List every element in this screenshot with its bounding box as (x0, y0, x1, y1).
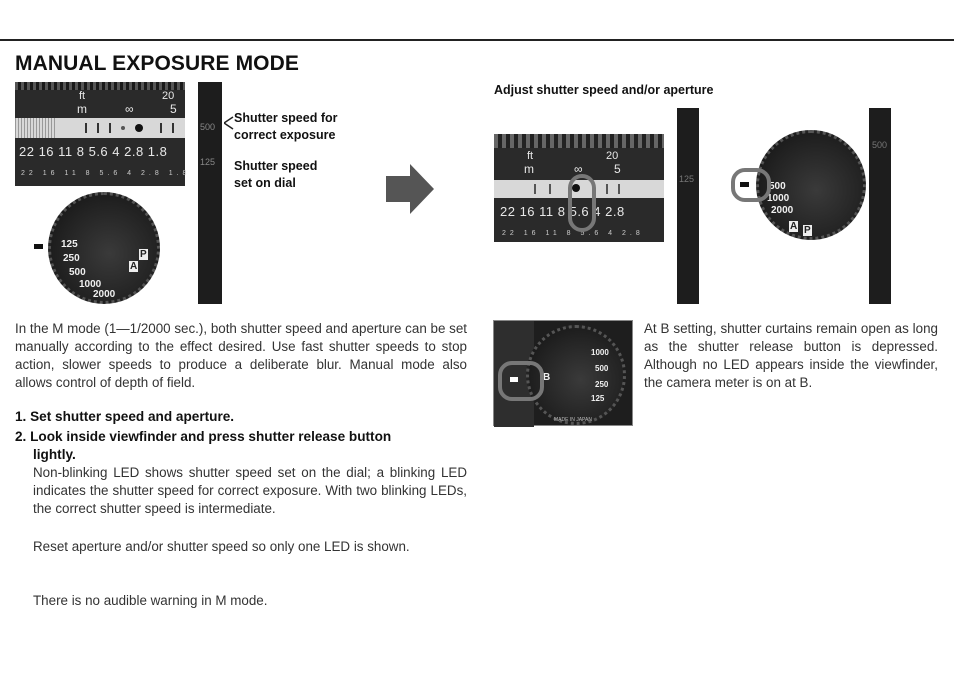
r-lens-5: 5 (614, 162, 621, 176)
left-lens-barrel (15, 82, 191, 186)
right-viewfinder-scale-2 (869, 108, 891, 304)
r-scale-500: 500 (872, 140, 888, 150)
b-index-mark (510, 377, 518, 382)
r-lens-m: m (524, 162, 534, 176)
right-viewfinder-scale-1 (677, 108, 699, 304)
r-lens-ft: ft (527, 150, 534, 162)
r-lens-dof-row: 22 16 11 8 5.6 4 2.8 (502, 230, 644, 237)
top-rule (0, 39, 954, 41)
page-title: MANUAL EXPOSURE MODE (15, 52, 299, 75)
callout-set-on-dial: Shutter speed set on dial (234, 159, 318, 190)
lens-ft: ft (79, 90, 86, 102)
left-viewfinder-scale (198, 82, 222, 304)
scale-125: 125 (200, 157, 216, 167)
lens-aperture-row: 22 16 11 8 5.6 4 2.8 1.8 (19, 144, 168, 159)
lens-grip (15, 82, 185, 90)
r-scale-125: 125 (679, 174, 695, 184)
lens-5: 5 (170, 102, 177, 116)
dial-b-setting: B (543, 372, 551, 383)
intro-paragraph: In the M mode (1—1/2000 sec.), both shutter speed and aperture can be set manually according to the effect desired. Use fast shutter speeds to stop action, slower speeds to produce a deliberate blur. Manual mode also allows control of depth of field. (15, 321, 467, 390)
left-shutter-dial: 125 250 500 1000 2000 A P (48, 192, 160, 304)
scale-500: 500 (200, 122, 216, 132)
b-shutter-dial: B 1000 500 250 125 (526, 325, 626, 425)
step-1: 1. Set shutter speed and aperture. (15, 409, 235, 424)
made-in-japan-text: MADE IN JAPAN (554, 417, 592, 423)
step-2-detail: Non-blinking LED shows shutter speed set on the dial; a blinking LED indicates the shutter speed for correct exposure. With two blinking LEDs, the correct shutter speed is intermediate. (33, 465, 467, 516)
b-setting-photo (493, 320, 633, 426)
lens-index-dot (135, 124, 143, 132)
lens-m: m (77, 102, 87, 116)
step-2: 2. Look inside viewfinder and press shutter release button lightly. (15, 429, 392, 462)
b-highlight-ring (498, 361, 544, 401)
step-2-reset: Reset aperture and/or shutter speed so only one LED is shown. (33, 539, 410, 554)
left-dial-index-mark (34, 244, 43, 249)
aperture-highlight-ring (568, 174, 596, 232)
lens-infinity: ∞ (125, 102, 134, 116)
r-lens-infinity: ∞ (574, 162, 583, 176)
no-audible-warning: There is no audible warning in M mode. (33, 593, 268, 608)
b-setting-text: At B setting, shutter curtains remain open as long as the shutter release button is depressed. Although no LED appears inside the viewfinder, the camera meter is on at B. (644, 321, 938, 390)
right-shutter-dial: 500 1000 2000 A P (756, 130, 866, 240)
lens-index-band (15, 118, 185, 138)
right-lens-barrel (494, 134, 664, 242)
lens-dof-row: 22 16 11 8 5.6 4 2.8 1.8 (21, 170, 191, 177)
r-lens-aperture-row: 22 16 11 8 5.6 4 2.8 (500, 204, 625, 219)
r-lens-20: 20 (606, 150, 619, 162)
lens-20: 20 (162, 90, 175, 102)
dial-highlight-ring (731, 168, 771, 202)
right-caption: Adjust shutter speed and/or aperture (494, 83, 714, 97)
right-arrow-icon (386, 164, 434, 214)
blink-rays-icon (224, 114, 234, 132)
right-dial-index-mark (740, 182, 749, 187)
callout-correct-exposure: Shutter speed for correct exposure (234, 111, 338, 142)
